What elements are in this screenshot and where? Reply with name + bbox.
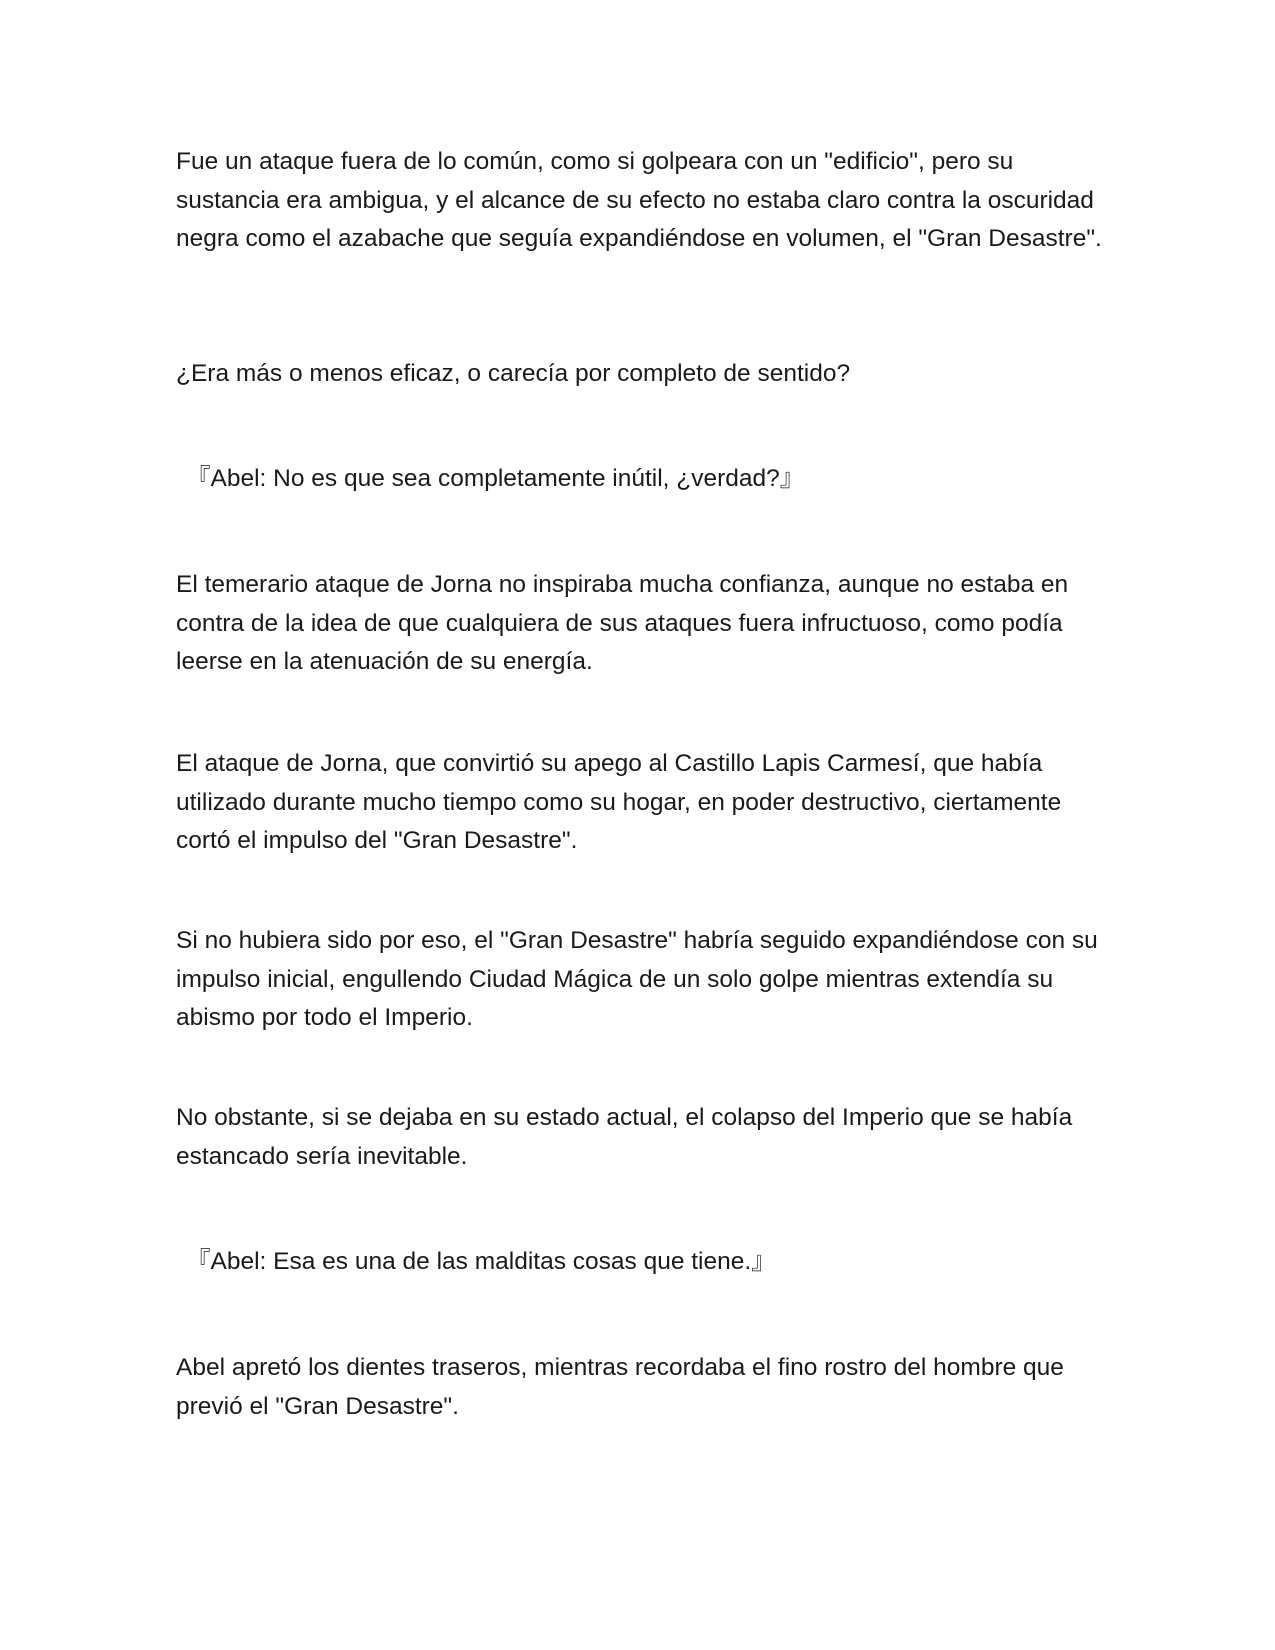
paragraph-5: Si no hubiera sido por eso, el "Gran Desastre" habría seguido expandiéndose con su impulso inicial, engullendo Ciudad Mágica de un solo golpe mientras extendía su abismo por todo el Imperio. [176, 927, 1098, 1031]
paragraph-4: El ataque de Jorna, que convirtió su apego al Castillo Lapis Carmesí, que había utilizado durante mucho tiempo como su hogar, en poder destructivo, ciertamente cortó el impulso del "Gran Desastre". [176, 750, 1062, 854]
dialogue-2: 『Abel: Esa es una de las malditas cosas que tiene.』 [186, 1248, 776, 1275]
paragraph-3: El temerario ataque de Jorna no inspiraba mucha confianza, aunque no estaba en contra de la idea de que cualquiera de sus ataques fuera infructuoso, como podía leerse en la atenuación de su energía. [176, 571, 1069, 675]
paragraph-2: ¿Era más o menos eficaz, o carecía por completo de sentido? [176, 360, 851, 387]
paragraph-1: Fue un ataque fuera de lo común, como si golpeara con un "edificio", pero su sustancia era ambigua, y el alcance de su efecto no estaba claro contra la oscuridad negra como el azabache que seguía expandiéndose en volumen, el "Gran Desastre". [176, 148, 1102, 252]
paragraph-6: No obstante, si se dejaba en su estado actual, el colapso del Imperio que se había estancado sería inevitable. [176, 1104, 1073, 1170]
paragraph-7: Abel apretó los dientes traseros, mientras recordaba el fino rostro del hombre que previó el "Gran Desastre". [176, 1354, 1064, 1420]
dialogue-1: 『Abel: No es que sea completamente inútil, ¿verdad?』 [186, 465, 805, 492]
